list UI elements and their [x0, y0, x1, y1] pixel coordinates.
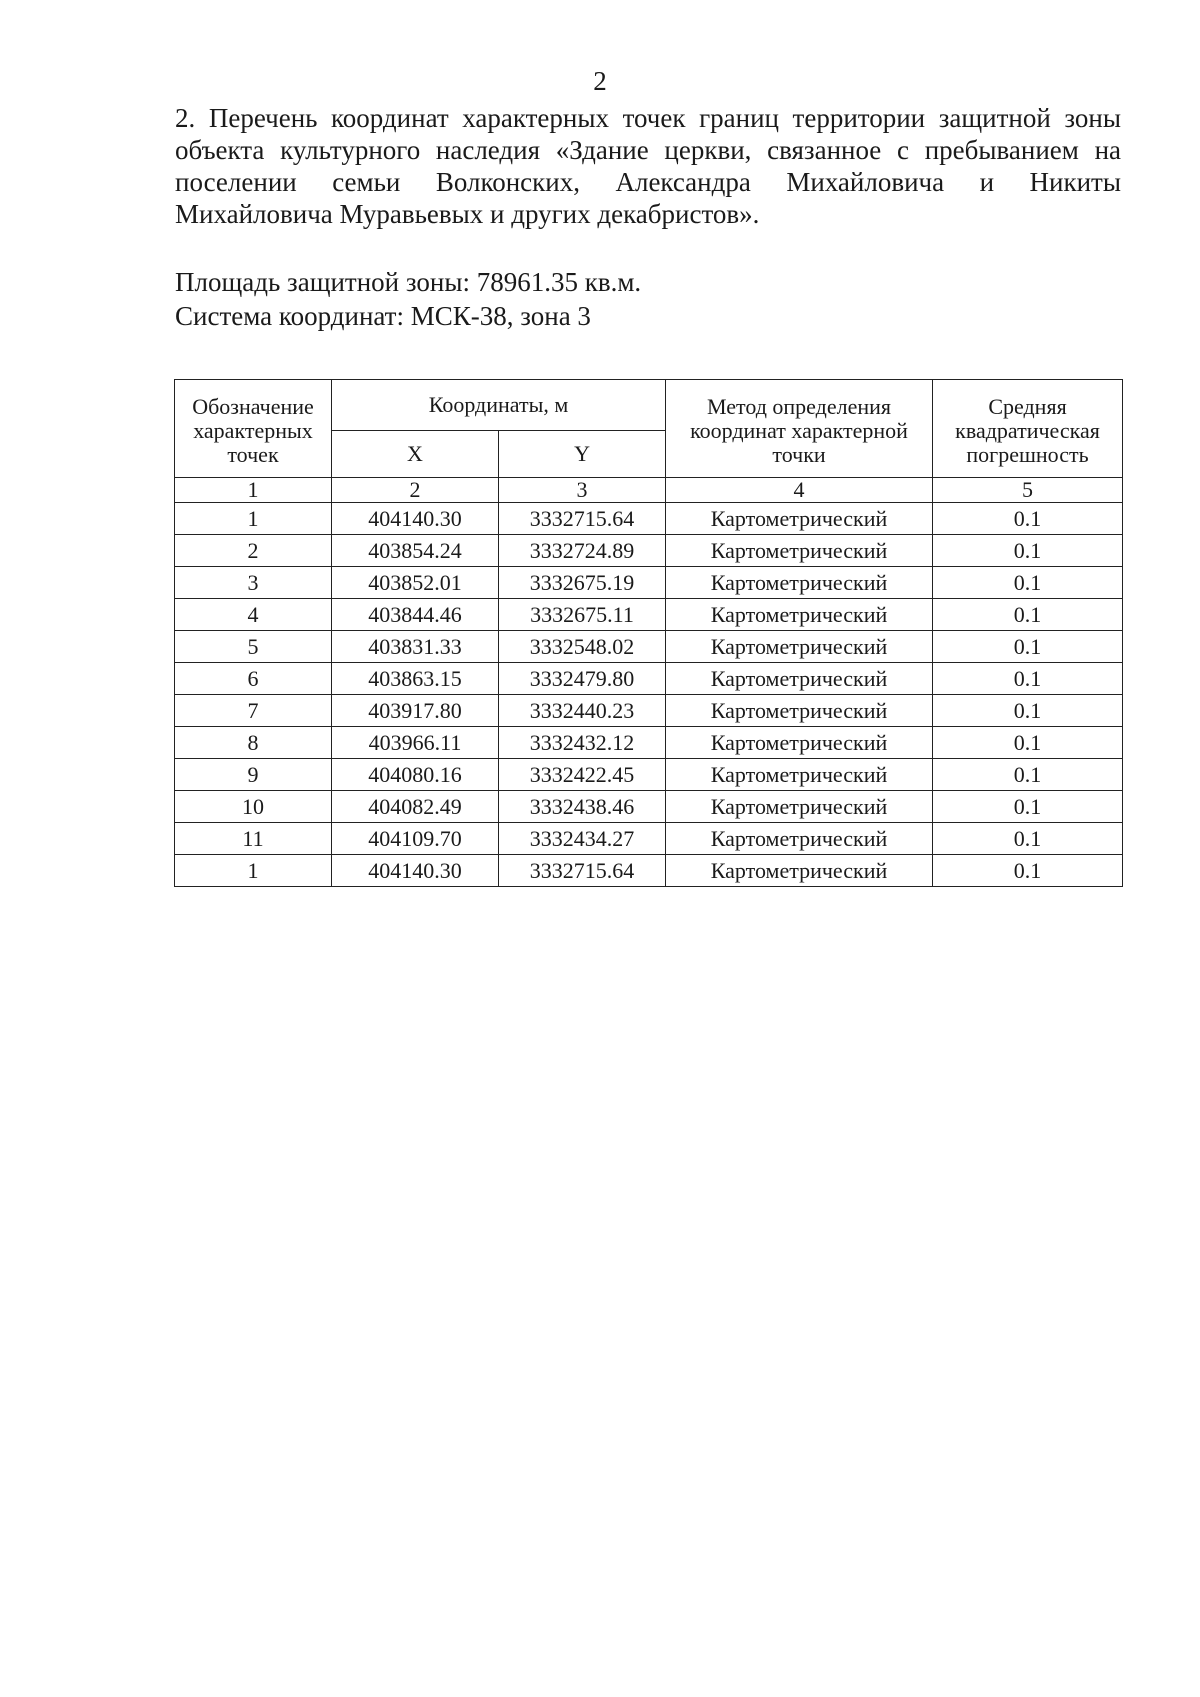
- cell-error: 0.1: [933, 759, 1123, 791]
- page-number: 2: [593, 66, 607, 96]
- protected-zone-area: Площадь защитной зоны: 78961.35 кв.м.: [175, 267, 642, 297]
- cell-point: 3: [175, 567, 332, 599]
- table-row: [175, 759, 1123, 791]
- cell-error: 0.1: [933, 567, 1123, 599]
- cell-method: Картометрический: [666, 855, 933, 887]
- header-mean-square-error: Средняя квадратическая погрешность: [933, 380, 1123, 478]
- cell-y: 3332548.02: [499, 631, 666, 663]
- column-number: 5: [933, 478, 1123, 503]
- cell-point: 10: [175, 791, 332, 823]
- cell-x: 403917.80: [332, 695, 499, 727]
- cell-method: Картометрический: [666, 631, 933, 663]
- heading-line: 2. Перечень координат характерных точек границ территории защитной зоны: [175, 103, 1121, 133]
- header-y: Y: [499, 431, 666, 478]
- cell-method: Картометрический: [666, 695, 933, 727]
- cell-point: 11: [175, 823, 332, 855]
- table-header-row: [175, 380, 1123, 431]
- cell-point: 9: [175, 759, 332, 791]
- cell-y: 3332479.80: [499, 663, 666, 695]
- header-x: X: [332, 431, 499, 478]
- cell-method: Картометрический: [666, 503, 933, 535]
- header-coordinates: Координаты, м: [332, 380, 666, 431]
- cell-point: 1: [175, 855, 332, 887]
- coordinate-system: Система координат: МСК-38, зона 3: [175, 301, 591, 331]
- cell-point: 5: [175, 631, 332, 663]
- cell-error: 0.1: [933, 663, 1123, 695]
- heading-line: поселении семьи Волконских, Александра Михайловича и Никиты: [175, 167, 1121, 197]
- column-number: 3: [499, 478, 666, 503]
- cell-error: 0.1: [933, 599, 1123, 631]
- cell-x: 404080.16: [332, 759, 499, 791]
- cell-error: 0.1: [933, 631, 1123, 663]
- cell-x: 404109.70: [332, 823, 499, 855]
- column-number: 1: [175, 478, 332, 503]
- cell-method: Картометрический: [666, 599, 933, 631]
- column-number: 4: [666, 478, 933, 503]
- cell-x: 403854.24: [332, 535, 499, 567]
- cell-method: Картометрический: [666, 567, 933, 599]
- cell-y: 3332422.45: [499, 759, 666, 791]
- cell-x: 403844.46: [332, 599, 499, 631]
- cell-method: Картометрический: [666, 823, 933, 855]
- cell-method: Картометрический: [666, 663, 933, 695]
- table-row: [175, 823, 1123, 855]
- table-body: [175, 503, 1123, 887]
- table-row: [175, 599, 1123, 631]
- cell-method: Картометрический: [666, 727, 933, 759]
- section-heading: [175, 102, 1121, 230]
- cell-x: 403863.15: [332, 663, 499, 695]
- heading-line: объекта культурного наследия «Здание церкви, связанное с пребыванием на: [175, 135, 1121, 165]
- cell-error: 0.1: [933, 727, 1123, 759]
- column-number: 2: [332, 478, 499, 503]
- cell-y: 3332715.64: [499, 503, 666, 535]
- cell-error: 0.1: [933, 823, 1123, 855]
- table-row: [175, 535, 1123, 567]
- cell-point: 4: [175, 599, 332, 631]
- cell-error: 0.1: [933, 695, 1123, 727]
- cell-x: 403852.01: [332, 567, 499, 599]
- cell-y: 3332438.46: [499, 791, 666, 823]
- cell-y: 3332675.19: [499, 567, 666, 599]
- heading-line: Михайловича Муравьевых и других декабристов».: [175, 199, 760, 229]
- cell-y: 3332675.11: [499, 599, 666, 631]
- table-row: [175, 663, 1123, 695]
- cell-y: 3332432.12: [499, 727, 666, 759]
- cell-x: 404082.49: [332, 791, 499, 823]
- cell-point: 7: [175, 695, 332, 727]
- cell-method: Картометрический: [666, 791, 933, 823]
- table-row: [175, 503, 1123, 535]
- cell-x: 403831.33: [332, 631, 499, 663]
- table-row: [175, 631, 1123, 663]
- cell-point: 1: [175, 503, 332, 535]
- table-row: [175, 567, 1123, 599]
- cell-x: 403966.11: [332, 727, 499, 759]
- cell-x: 404140.30: [332, 855, 499, 887]
- cell-y: 3332434.27: [499, 823, 666, 855]
- cell-method: Картометрический: [666, 535, 933, 567]
- table-row: [175, 727, 1123, 759]
- table-row: [175, 855, 1123, 887]
- table-row: [175, 791, 1123, 823]
- cell-error: 0.1: [933, 535, 1123, 567]
- cell-x: 404140.30: [332, 503, 499, 535]
- cell-y: 3332715.64: [499, 855, 666, 887]
- cell-point: 8: [175, 727, 332, 759]
- column-number-row: [175, 478, 1123, 503]
- cell-error: 0.1: [933, 791, 1123, 823]
- cell-error: 0.1: [933, 855, 1123, 887]
- cell-method: Картометрический: [666, 759, 933, 791]
- cell-y: 3332724.89: [499, 535, 666, 567]
- table-row: [175, 695, 1123, 727]
- cell-y: 3332440.23: [499, 695, 666, 727]
- cell-point: 2: [175, 535, 332, 567]
- header-method: Метод определения координат характерной точки: [666, 380, 933, 478]
- header-point-designation: Обозначение характерных точек: [175, 380, 332, 478]
- coordinates-table: [174, 379, 1123, 887]
- cell-point: 6: [175, 663, 332, 695]
- cell-error: 0.1: [933, 503, 1123, 535]
